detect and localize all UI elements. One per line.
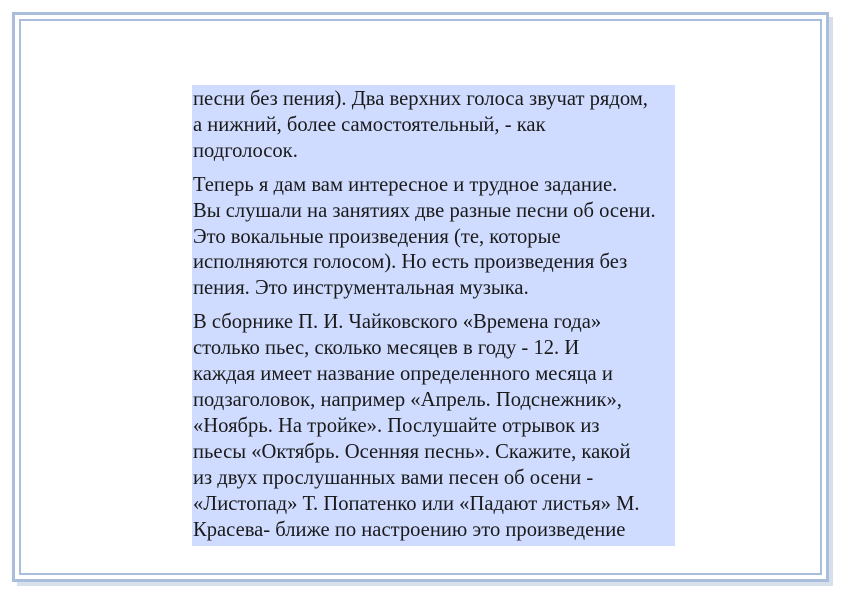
frame-shadow-bottom xyxy=(17,582,833,586)
text-line: столько пьес, сколько месяцев в году - 12. И xyxy=(193,337,580,360)
text-line: а нижний, более самостоятельный, - как xyxy=(193,113,546,136)
text-line: В сборнике П. И. Чайковского «Времена года» xyxy=(193,311,602,334)
text-line: из двух прослушанных вами песен об осени - xyxy=(193,466,594,489)
paragraph-2 xyxy=(193,173,675,303)
text-line: каждая имеет название определенного месяца и xyxy=(193,363,613,386)
text-line: Это вокальные произведения (те, которые xyxy=(193,225,561,248)
paragraph-1 xyxy=(193,87,675,165)
text-line: Вы слушали на занятиях две разные песни об осени. xyxy=(193,199,656,222)
text-block xyxy=(192,85,675,546)
text-line: подголосок. xyxy=(193,139,298,162)
text-line: Красева- ближе по настроению это произведение xyxy=(193,518,626,541)
text-line: пьесы «Октябрь. Осенняя песнь». Скажите, какой xyxy=(193,440,631,463)
text-line: пения. Это инструментальная музыка. xyxy=(193,277,529,300)
text-line: подзаголовок, например «Апрель. Подснежник», xyxy=(193,388,622,411)
text-line: исполняются голосом). Но есть произведения без xyxy=(193,251,628,274)
text-line: «Ноябрь. На тройке». Послушайте отрывок из xyxy=(193,414,600,437)
frame-shadow-right xyxy=(829,17,833,585)
paragraph-3 xyxy=(193,310,675,543)
text-line: «Листопад» Т. Попатенко или «Падают листья» М. xyxy=(193,492,640,515)
text-line: Теперь я дам вам интересное и трудное задание. xyxy=(193,173,618,196)
text-line: песни без пения). Два верхних голоса звучат рядом, xyxy=(193,88,648,110)
